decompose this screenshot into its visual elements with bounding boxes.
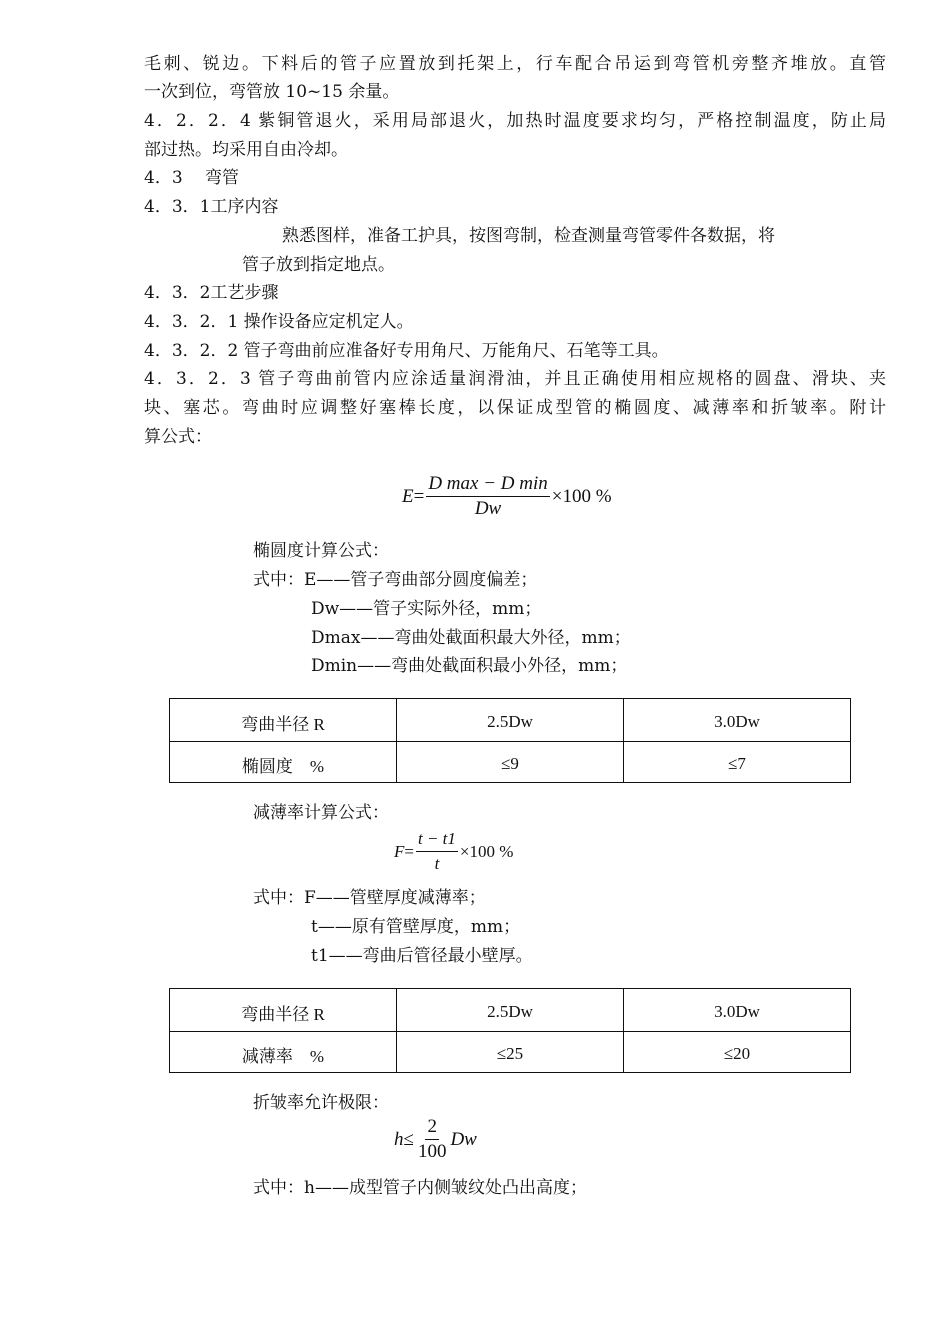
formula-denominator: t (434, 854, 440, 873)
table-cell: 弯曲半径 R (170, 989, 397, 1032)
formula-tail: ×100 % (551, 485, 612, 507)
paragraph-line: 一次到位，弯管放 10~15 余量。 (144, 82, 400, 102)
table-row (170, 1032, 851, 1073)
table-row (170, 699, 851, 742)
formula-equals: = (413, 485, 425, 507)
subsection-heading: 4．3．1工序内容 (144, 197, 279, 217)
paragraph-line: 4．2．2．4 紫铜管退火，采用局部退火，加热时温度要求均匀，严格控制温度，防止局 (144, 111, 886, 131)
formula-lhs: h (394, 1128, 404, 1150)
table-cell: ≤25 (397, 1032, 624, 1073)
formula-operator: ≤ (403, 1128, 414, 1150)
formula-lhs: E (402, 485, 414, 507)
formula-lhs: F (394, 841, 405, 861)
table-cell: ≤7 (624, 742, 851, 783)
variable-definition: 式中：F——管壁厚度减薄率； (253, 888, 486, 908)
formula-equals: = (404, 841, 414, 861)
variable-definition: 式中：h——成型管子内侧皱纹处凸出高度； (253, 1178, 587, 1198)
table-cell: ≤20 (624, 1032, 851, 1073)
table-cell: 减薄率 % (170, 1032, 397, 1073)
formula-fraction (416, 1117, 449, 1162)
variable-definition: Dmin——弯曲处截面积最小外径，mm； (311, 656, 628, 676)
wrinkle-formula (394, 1117, 477, 1162)
table-cell: 2.5Dw (397, 989, 624, 1032)
variable-definition: 式中：E——管子弯曲部分圆度偏差； (253, 570, 538, 590)
thinning-table (169, 988, 851, 1073)
step-item: 4．3．2．2 管子弯曲前应准备好专用角尺、万能角尺、石笔等工具。 (144, 341, 669, 361)
formula-tail: ×100 % (459, 841, 514, 861)
formula-fraction (426, 474, 549, 519)
table-row (170, 989, 851, 1032)
ovality-formula (402, 474, 612, 519)
formula-fraction (416, 829, 458, 874)
table-cell: ≤9 (397, 742, 624, 783)
formula-numerator: t − t1 (416, 829, 458, 852)
table-cell: 3.0Dw (624, 989, 851, 1032)
table-cell: 3.0Dw (624, 699, 851, 742)
paragraph-line: 管子放到指定地点。 (242, 255, 395, 275)
formula-denominator: 100 (417, 1141, 447, 1162)
formula-denominator: Dw (474, 498, 502, 519)
table-cell: 2.5Dw (397, 699, 624, 742)
paragraph-line: 毛刺、锐边。下料后的管子应置放到托架上，行车配合吊运到弯管机旁整齐堆放。直管 (144, 54, 886, 74)
variable-definition: t1——弯曲后管径最小壁厚。 (311, 946, 533, 966)
formula-numerator: D max − D min (426, 474, 549, 497)
paragraph-line: 4．3．2．3 管子弯曲前管内应涂适量润滑油，并且正确使用相应规格的圆盘、滑块、夹 (144, 369, 886, 389)
section-heading: 4．3 弯管 (144, 168, 240, 188)
formula-numerator: 2 (425, 1117, 439, 1140)
paragraph-line: 算公式： (144, 427, 212, 447)
variable-definition: t——原有管壁厚度，mm； (311, 917, 521, 937)
formula-title: 折皱率允许极限： (253, 1093, 389, 1113)
paragraph-line: 部过热。均采用自由冷却。 (144, 140, 348, 160)
formula-title: 减薄率计算公式： (253, 803, 389, 823)
step-item: 4．3．2．1 操作设备应定机定人。 (144, 312, 414, 332)
formula-title: 椭圆度计算公式： (253, 541, 389, 561)
table-cell: 弯曲半径 R (170, 699, 397, 742)
variable-definition: Dmax——弯曲处截面积最大外径，mm； (311, 628, 631, 648)
subsection-heading: 4．3．2工艺步骤 (144, 283, 279, 303)
ovality-table (169, 698, 851, 783)
paragraph-line: 熟悉图样，准备工护具，按图弯制，检查测量弯管零件各数据，将 (282, 226, 775, 246)
table-row (170, 742, 851, 783)
table-cell: 椭圆度 % (170, 742, 397, 783)
variable-definition: Dw——管子实际外径，mm； (311, 599, 542, 619)
thinning-formula (394, 829, 513, 874)
paragraph-line: 块、塞芯。弯曲时应调整好塞棒长度，以保证成型管的椭圆度、减薄率和折皱率。附计 (144, 398, 886, 418)
formula-tail: Dw (450, 1128, 477, 1150)
